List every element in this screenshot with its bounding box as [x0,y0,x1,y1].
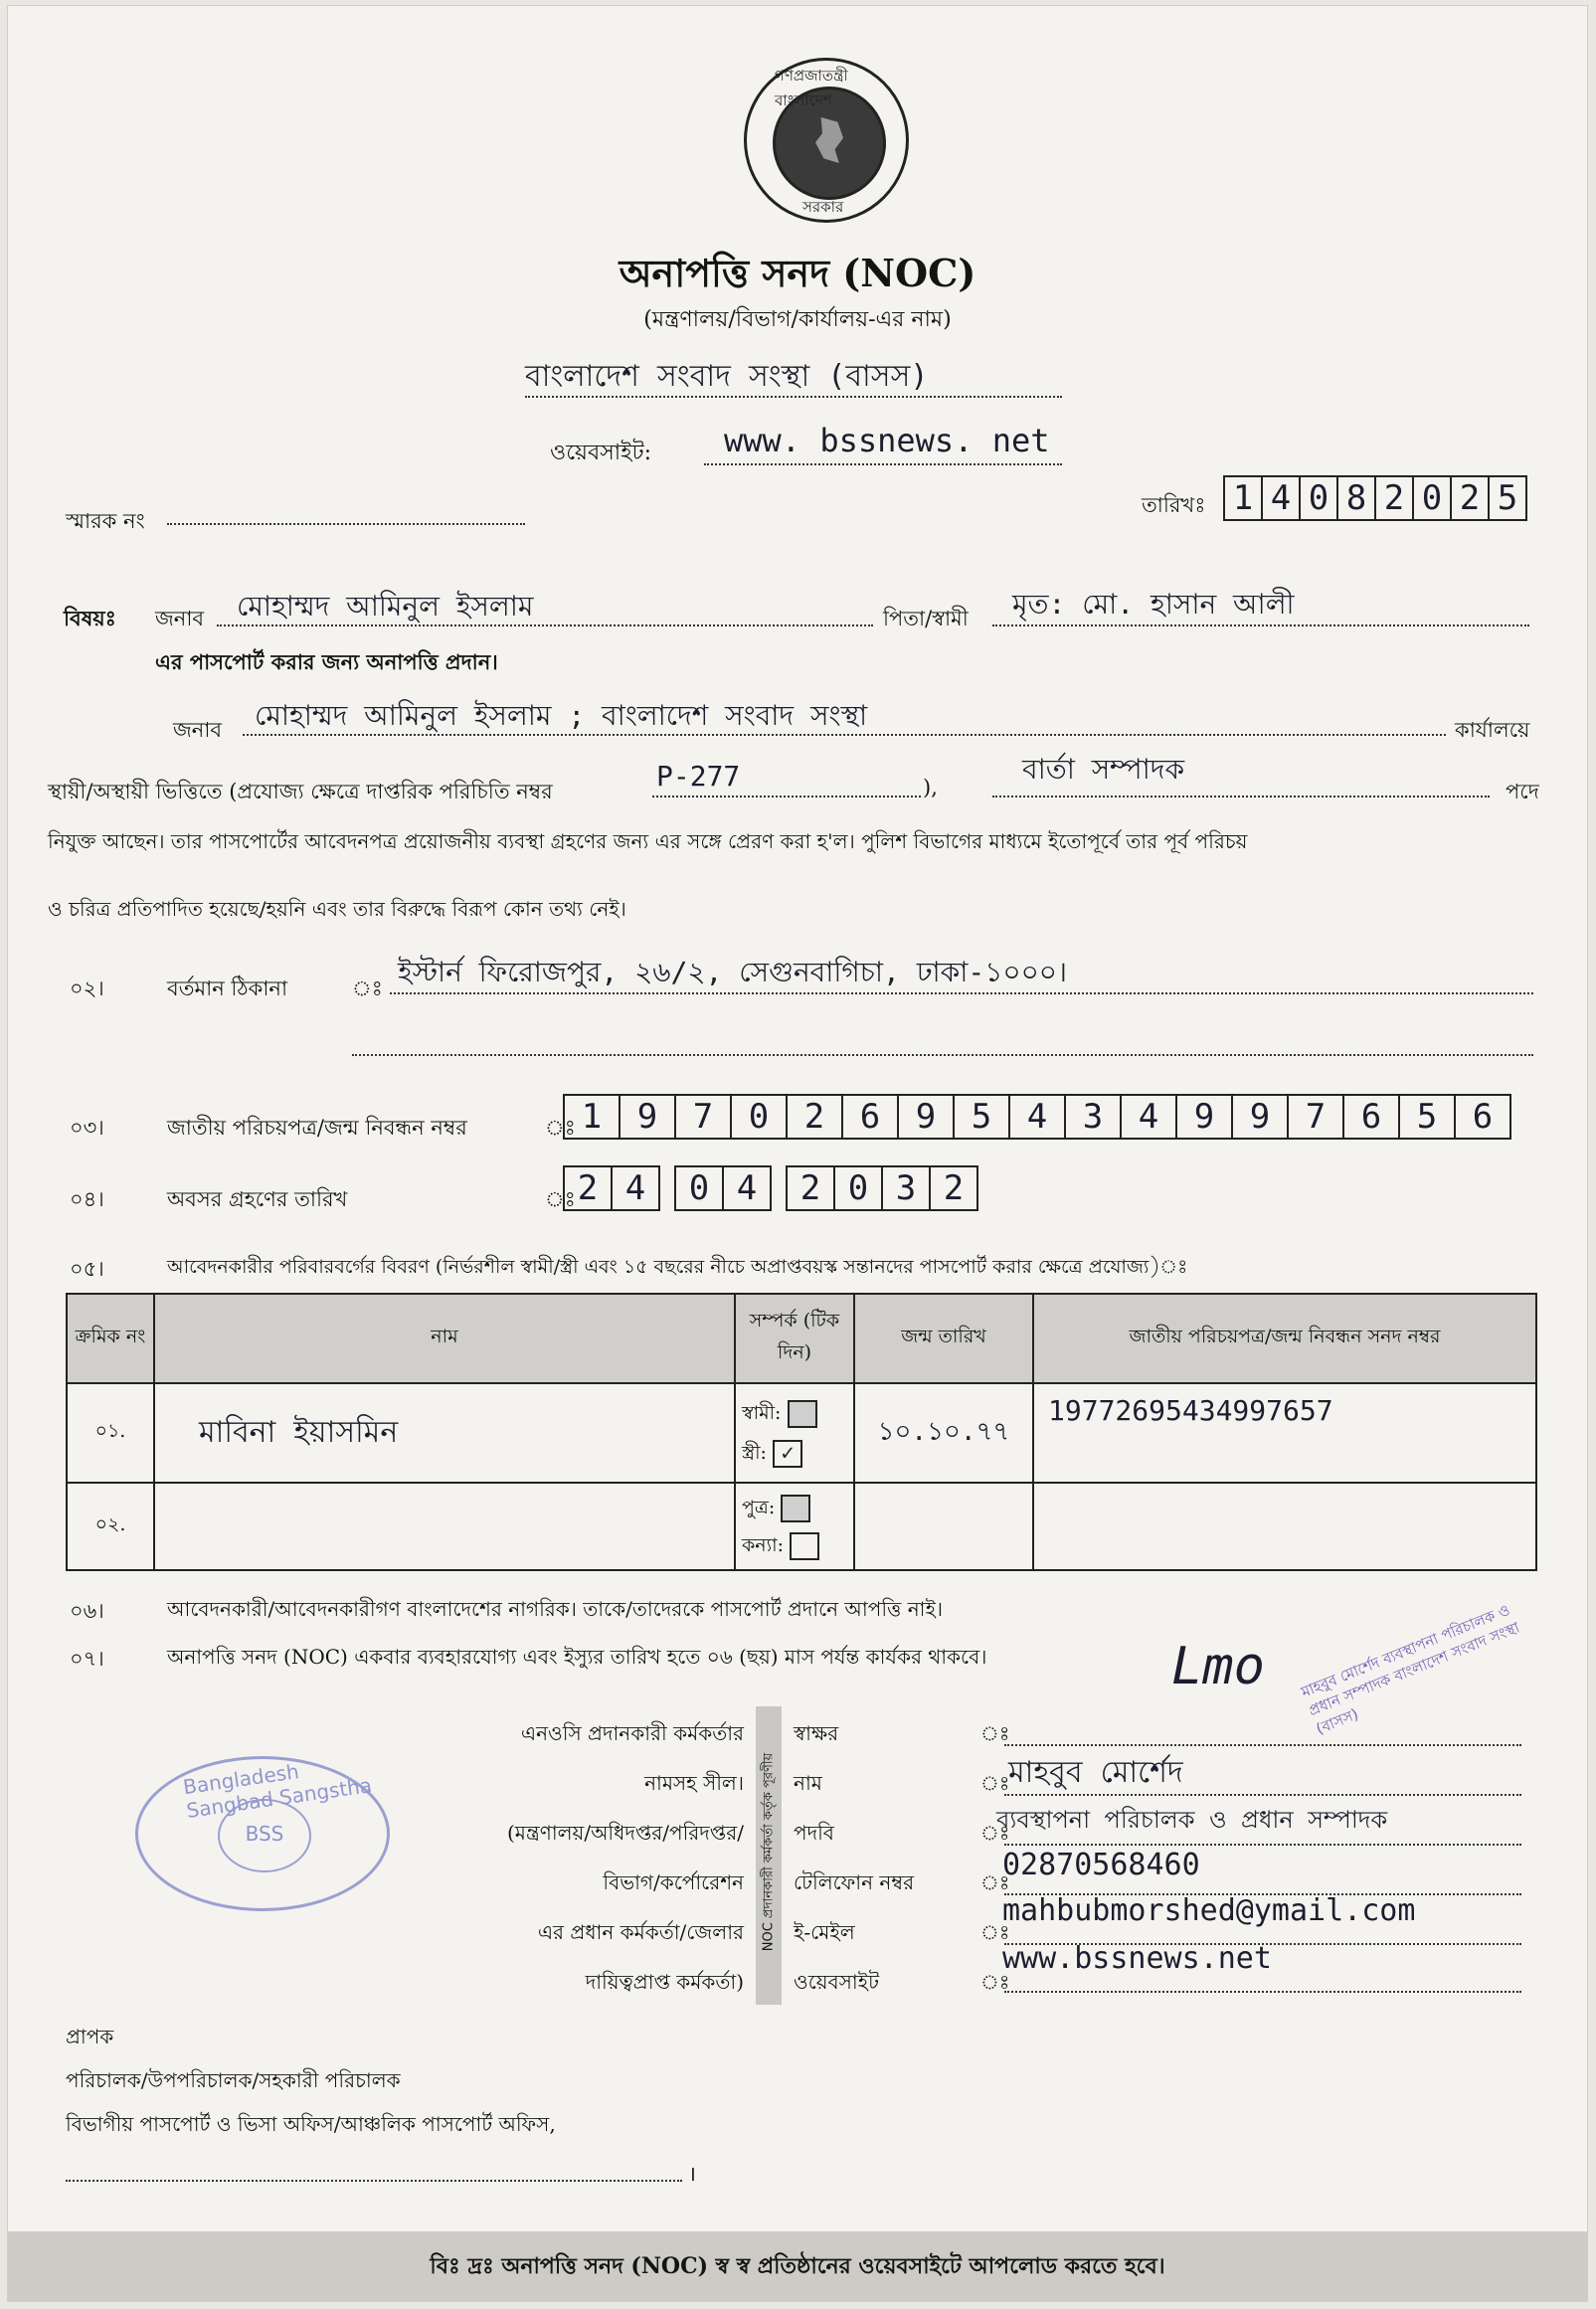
row-serial: ০১. [67,1383,154,1483]
date-label: তারিখঃ [1142,493,1206,517]
issuer-line: এনওসি প্রদানকারী কর্মকর্তার [520,1721,744,1745]
col-serial: ক্রমিক নং [67,1294,154,1383]
date-digit: 8 [1338,477,1376,519]
address-line-2 [352,1054,1533,1056]
checkbox-husband[interactable] [788,1400,817,1428]
row-name: মাবিনা ইয়াসমিন [154,1383,735,1483]
family-table [66,1293,1537,1571]
relation-label: পুত্র: [742,1497,776,1518]
date-digit: 1 [1225,477,1263,519]
recipient-line-dots [66,2180,682,2182]
item03-label: জাতীয় পরিচয়পত্র/জন্ম নিবন্ধন নম্বর [167,1116,467,1140]
nid-digit: 6 [1344,1096,1400,1138]
colon: ঃ [980,1821,1010,1845]
retire-digit: 4 [624,1168,646,1208]
colon: ঃ [980,1771,1010,1795]
field-value-email: mahbubmorshed@ymail.com [1002,1893,1416,1928]
field-label-designation: পদবি [794,1821,834,1845]
designation-value: বার্তা সম্পাদক [1022,753,1185,786]
relation-label: স্ত্রী: [742,1442,767,1464]
retire-digit: 0 [676,1167,724,1209]
memo-line [167,523,525,525]
item04-label: অবসর গ্রহণের তারিখ [167,1187,348,1211]
father-name: মৃত: মো. হাসান আলী [1012,588,1295,621]
issuer-line: (মন্ত্রণালয়/অধিদপ্তর/পরিদপ্তর/ [506,1821,744,1845]
retire-digit: 0 [835,1167,883,1209]
signature-stamp: মাহবুব মোর্শেদ ব্যবস্থাপনা পরিচালক ও প্রধান সম্পাদক বাংলাদেশ সংবাদ সংস্থা (বাসস) [1298,1600,1522,1738]
field-value-website: www.bssnews.net [1002,1941,1272,1976]
name-office-line [243,734,1446,736]
retire-digit: 2 [788,1167,835,1209]
id-line-close: ), [923,776,938,799]
nid-digit: 6 [1472,1097,1494,1137]
retire-digit: 2 [565,1167,613,1209]
designation-line [992,796,1490,798]
colon: ঃ [980,1870,1010,1894]
item03-no: ০৩। [70,1116,104,1140]
item02-label: বর্তমান ঠিকানা [167,977,288,1000]
field-label-phone: টেলিফোন নম্বর [794,1870,915,1894]
ministry-name: বাংলাদেশ সংবাদ সংস্থা (বাসস) [525,359,929,394]
nid-digit: 0 [732,1096,788,1138]
para1: নিযুক্ত আছেন। তার পাসপোর্টের আবেদনপত্র প্রয়োজনীয় ব্যবস্থা গ্রহণের জন্য এর সঙ্গে প্রেরণ করা হ'ল। পুলিশ বিভাগের মাধ্যমে ইতোপূর্বে তার পূর্ব পরিচয় [48,829,1248,853]
field-label-name: নাম [794,1771,822,1795]
row-relation [735,1483,854,1570]
row-nid [1033,1483,1536,1570]
vertical-strip-text: NOC প্রদানকারী কর্মকর্তা কর্তৃক পূরণীয় [761,1752,777,1952]
relation-label: স্বামী: [742,1402,782,1424]
nid-boxes [563,1094,1511,1140]
table-header-row [67,1294,1536,1383]
checkbox-wife[interactable]: ✓ [773,1440,802,1468]
issuer-line: দায়িত্বপ্রাপ্ত কর্মকর্তা) [585,1970,744,1994]
office-suffix: কার্যালয়ে [1455,718,1530,742]
issuer-field-labels [794,1708,914,2007]
signature: Lmo [1171,1637,1265,1696]
recipient-end: । [688,2162,696,2186]
item05-label: আবেদনকারীর পরিবারবর্গের বিবরণ (নির্ভরশীল স্বামী/স্ত্রী এবং ১৫ বছরের নীচে অপ্রাপ্তবয়স্ক সন্তানদের পাসপোর্ট করার ক্ষেত্রে প্রযোজ্য)ঃ [167,1256,1188,1278]
id-value: P-277 [656,760,741,793]
item06-text: আবেদনকারী/আবেদনকারীগণ বাংলাদেশের নাগরিক। তাকে/তাদেরকে পাসপোর্ট প্রদানে আপত্তি নাই। [167,1597,944,1621]
item02-colon: ঃ [352,977,383,1000]
field-label-website: ওয়েবসাইট [794,1970,879,1994]
nid-digit: 9 [1233,1096,1289,1138]
para2: ও চরিত্র প্রতিপাদিত হয়েছে/হয়নি এবং তার বিরুদ্ধে বিরূপ কোন তথ্য নেই। [48,897,626,921]
date-digit: 2 [1376,477,1414,519]
government-seal [744,58,909,223]
field-value-designation: ব্যবস্থাপনা পরিচালক ও প্রধান সম্পাদক [996,1806,1388,1834]
bss-stamp [135,1756,390,1911]
row-relation [735,1383,854,1483]
checkbox-daughter[interactable] [790,1532,819,1560]
row-dob [854,1483,1033,1570]
table-row [67,1383,1536,1483]
date-digit: 5 [1497,478,1518,518]
nid-digit: 7 [1289,1096,1344,1138]
relation-label: কন্যা: [742,1534,785,1556]
document-subtitle: (মন্ত্রণালয়/বিভাগ/কার্যালয়-এর নাম) [643,307,952,332]
row-name [154,1483,735,1570]
nid-digit: 6 [843,1096,899,1138]
nid-digit: 7 [676,1096,732,1138]
subject-line2: এর পাসপোর্ট করার জন্য অনাপত্তি প্রদান। [155,649,498,674]
memo-label: স্মারক নং [66,509,145,533]
field-label-signature: স্বাক্ষর [794,1721,839,1745]
nid-digit: 5 [1400,1096,1456,1138]
item05-no: ০৫। [70,1257,104,1281]
field-value-name: মাহবুব মোর্শেদ [1008,1755,1183,1790]
date-digit: 0 [1414,477,1452,519]
website-label: ওয়েবসাইট: [550,441,651,465]
colon: ঃ [980,1970,1010,1994]
applicant-name: মোহাম্মদ আমিনুল ইসলাম [237,590,534,622]
date-boxes [1223,475,1527,521]
col-relation: সম্পর্ক (টিক দিন) [735,1294,854,1383]
id-line-prefix: স্থায়ী/অস্থায়ী ভিত্তিতে (প্রযোজ্য ক্ষেত্রে দাপ্তরিক পরিচিতি নম্বর [48,780,553,803]
col-nid: জাতীয় পরিচয়পত্র/জন্ম নিবন্ধন সনদ নম্বর [1033,1294,1536,1383]
date-digit: 4 [1263,477,1301,519]
recipient-line: পরিচালক/উপপরিচালক/সহকারী পরিচালক [66,2068,401,2092]
nid-digit: 1 [565,1096,621,1138]
vertical-strip [756,1706,782,2005]
nid-digit: 9 [899,1096,955,1138]
retire-digit: 2 [943,1168,965,1208]
retire-digit: 3 [883,1167,931,1209]
bss-stamp-ring: Bangladesh Sangbad Sangstha [181,1759,374,1823]
issuer-line: এর প্রধান কর্মকর্তা/জেলার [537,1920,744,1944]
item04-colon: ঃ [545,1187,576,1211]
nid-digit: 9 [621,1096,676,1138]
subject-label: বিষয়ঃ [64,606,116,630]
nid-digit: 5 [955,1096,1010,1138]
retire-boxes [563,1165,978,1211]
website-line [704,463,1062,465]
footer-note: বিঃ দ্রঃ অনাপত্তি সনদ (NOC) স্ব স্ব প্রতিষ্ঠানের ওয়েবসাইটে আপলোড করতে হবে। [8,2231,1587,2301]
father-name-line [992,624,1529,626]
address-line-1 [390,992,1533,994]
date-digit: 0 [1301,477,1338,519]
id-line [652,796,921,798]
checkbox-son[interactable] [781,1495,810,1522]
janab-label-2: জনাব [173,718,223,742]
row-serial: ০২. [67,1483,154,1570]
table-row [67,1483,1536,1570]
seal-bottom-text: সরকার [802,198,844,216]
janab-label: জনাব [155,607,205,630]
col-name: নাম [154,1294,735,1383]
address-value: ইস্টার্ন ফিরোজপুর, ২৬/২, সেগুনবাগিচা, ঢাকা-১০০০। [398,956,1068,988]
item06-no: ০৬। [70,1599,104,1623]
row-nid: 19772695434997657 [1033,1383,1536,1483]
post-suffix: পদে [1506,780,1539,803]
field-line [1004,1744,1521,1746]
recipient-block [66,2015,556,2146]
name-office-value: মোহাম্মদ আমিনুল ইসলাম ; বাংলাদেশ সংবাদ সংস্থা [255,699,868,732]
nid-digit: 4 [1122,1096,1177,1138]
item02-no: ০২। [70,977,104,1000]
noc-form [8,6,1587,2301]
item04-no: ০৪। [70,1187,104,1211]
website-value: www. bssnews. net [724,422,1050,459]
colon: ঃ [980,1721,1010,1745]
issuer-block [426,1708,744,2007]
issuer-line: নামসহ সীল। [644,1771,744,1795]
item07-text: অনাপত্তি সনদ (NOC) একবার ব্যবহারযোগ্য এবং ইস্যুর তারিখ হতে ০৬ (ছয়) মাস পর্যন্ত কার্যকর থাকবে। [167,1645,987,1669]
col-dob: জন্ম তারিখ [854,1294,1033,1383]
colon: ঃ [980,1920,1010,1944]
retire-digit: 4 [736,1168,758,1208]
ministry-line [525,396,1062,398]
nid-digit: 3 [1066,1096,1122,1138]
field-label-email: ই-মেইল [794,1920,855,1944]
nid-digit: 9 [1177,1096,1233,1138]
field-line [1004,1794,1521,1796]
document-title: অনাপত্তি সনদ (NOC) [619,251,976,295]
item03-colon: ঃ [545,1116,576,1140]
date-digit: 2 [1452,477,1490,519]
row-dob: ১০.১০.৭৭ [854,1383,1033,1483]
father-label: পিতা/স্বামী [883,607,969,630]
item07-no: ০৭। [70,1647,104,1671]
nid-digit: 2 [788,1096,843,1138]
recipient-line: বিভাগীয় পাসপোর্ট ও ভিসা অফিস/আঞ্চলিক পাসপোর্ট অফিস, [66,2112,556,2136]
field-value-phone: 02870568460 [1002,1848,1200,1882]
recipient-line: প্রাপক [66,2025,114,2048]
bss-stamp-center: BSS [218,1799,311,1872]
issuer-line: বিভাগ/কর্পোরেশন [603,1870,744,1894]
applicant-name-line [217,624,873,626]
field-line [1004,1844,1521,1846]
nid-digit: 4 [1010,1096,1066,1138]
seal-top-text: গণপ্রজাতন্ত্রী বাংলাদেশ [775,67,848,109]
map-icon [815,117,843,163]
field-line [1004,1991,1521,1993]
